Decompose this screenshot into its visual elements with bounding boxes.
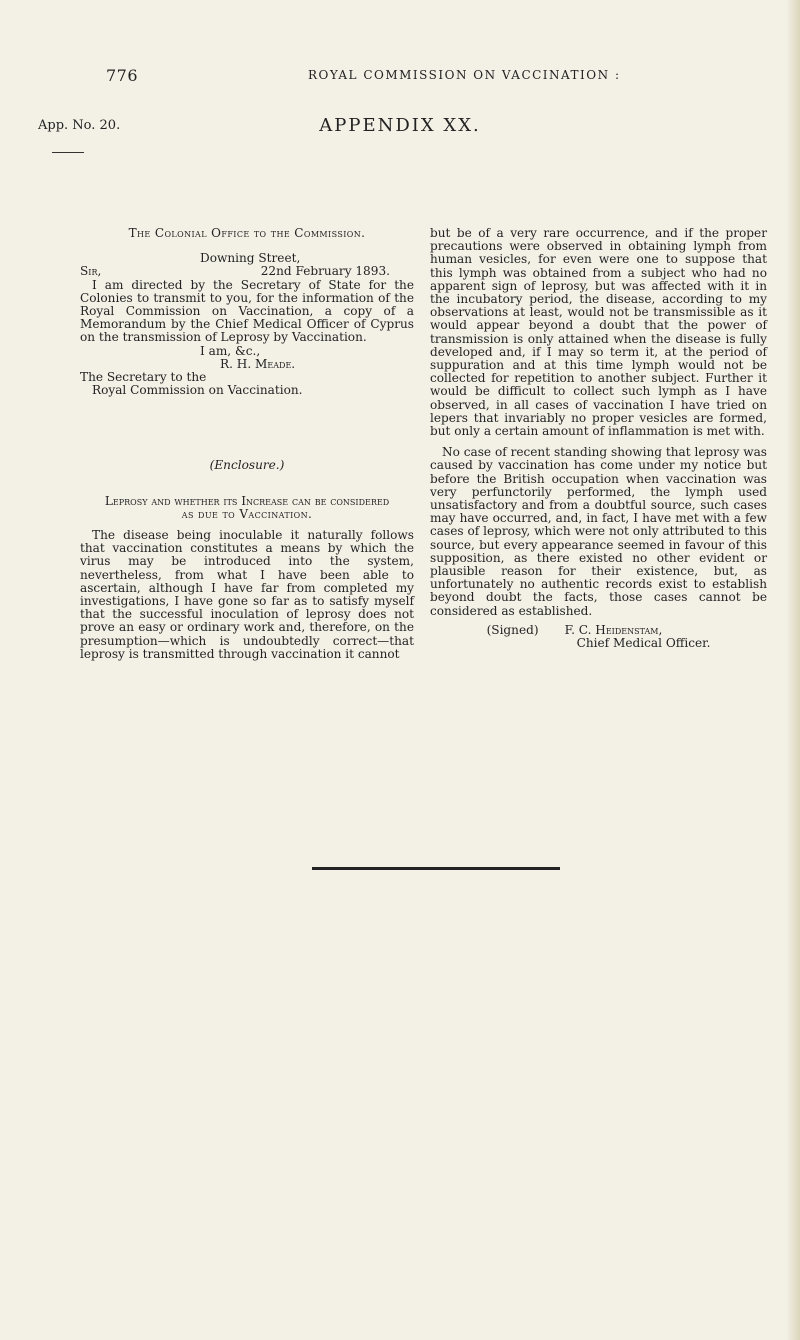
signature-name-block	[565, 624, 711, 650]
letter-recipient-line2: Royal Commission on Vaccination.	[92, 383, 303, 398]
letter-body: I am directed by the Secretary of State for the Colonies to transmit to you, for the information of the Royal Commission on Vaccination, a copy of a Memorandum by the Chief Medical Officer of Cyprus on the transmission of Leprosy by Vaccination.	[80, 277, 414, 345]
letter-salutation: Sir,	[80, 264, 102, 279]
letter-closing: I am, &c.,	[200, 343, 261, 358]
enclosure-signature-block	[430, 624, 767, 650]
page-edge-shadow	[786, 0, 800, 1340]
enclosure-paragraph-1-start: The disease being inoculable it naturally follows that vaccination constitutes a means by which the virus may be introduced into the system, nevertheless, from what I have been able to ascertain, although I have far from completed my investigations, I have gone so far as to satisfy myself that the successful inoculation of leprosy does not prove an easy or ordinary work and, therefore, on the presumption—which is undoubtedly correct—that leprosy is transmitted through vaccination it cannot	[80, 528, 414, 661]
margin-rule	[52, 152, 84, 153]
letter-signature: R. H. Meade.	[220, 356, 296, 371]
page-number: 776	[106, 66, 139, 85]
letter-address: Downing Street,	[200, 251, 301, 266]
signed-title: Chief Medical Officer.	[576, 636, 711, 651]
letter-salutation-date-line	[80, 265, 414, 278]
appendix-number-margin-note: App. No. 20.	[38, 118, 121, 133]
signed-name: F. C. Heidenstam,	[564, 622, 663, 637]
enclosure-label: (Enclosure.)	[209, 458, 285, 473]
letter-date: 22nd February 1893.	[260, 264, 390, 279]
enclosure-heading-line1: Leprosy and whether its Increase can be considered	[104, 493, 390, 508]
letter-recipient-line1: The Secretary to the	[80, 370, 207, 385]
left-column	[80, 227, 414, 661]
running-head: ROYAL COMMISSION ON VACCINATION :	[308, 68, 621, 82]
end-rule	[312, 867, 560, 870]
enclosure-paragraph-1-continued: but be of a very rare occurrence, and if the proper precautions were observed in obtaining lymph from human vesicles, for even were one to suppose that this lymph was obtained from a subject who had no apparent sign of leprosy, but was affected with it in the incubatory period, the disease, according to my observations at least, would not be transmissible as it would appear beyond a doubt that the power of transmission is only attained when the disease is fully developed and, if I may so term it, at the period of suppuration and at this time lymph would not be collected for repetition to another subject. Further it would be difficult to collect such lymph as I have observed, in all cases of vaccination I have tried on lepers that invariably no proper vesicles are formed, but only a certain amount of inflammation is met with.	[430, 226, 767, 439]
enclosure-paragraph-2: No case of recent standing showing that leprosy was caused by vaccination has come under my notice but before the British occupation when vaccination was very perfunctorily performed, the lymph used unsatisfactory and from a doubtful source, such cases may have occurred, and, in fact, I have met with a few cases of leprosy, which were not only attributed to this source, but every appearance seemed in favour of this supposition, as there existed no other evident or plausible reason for their existence, but, as unfortunately no authentic records exist to establish beyond doubt the facts, those cases cannot be considered as established.	[430, 445, 767, 618]
signed-label: (Signed)	[486, 622, 539, 637]
enclosure-heading-line2: as due to Vaccination.	[181, 506, 313, 521]
letter-from-heading: The Colonial Office to the Commission.	[128, 226, 366, 240]
right-column	[430, 227, 767, 650]
appendix-title: APPENDIX XX.	[319, 115, 481, 136]
